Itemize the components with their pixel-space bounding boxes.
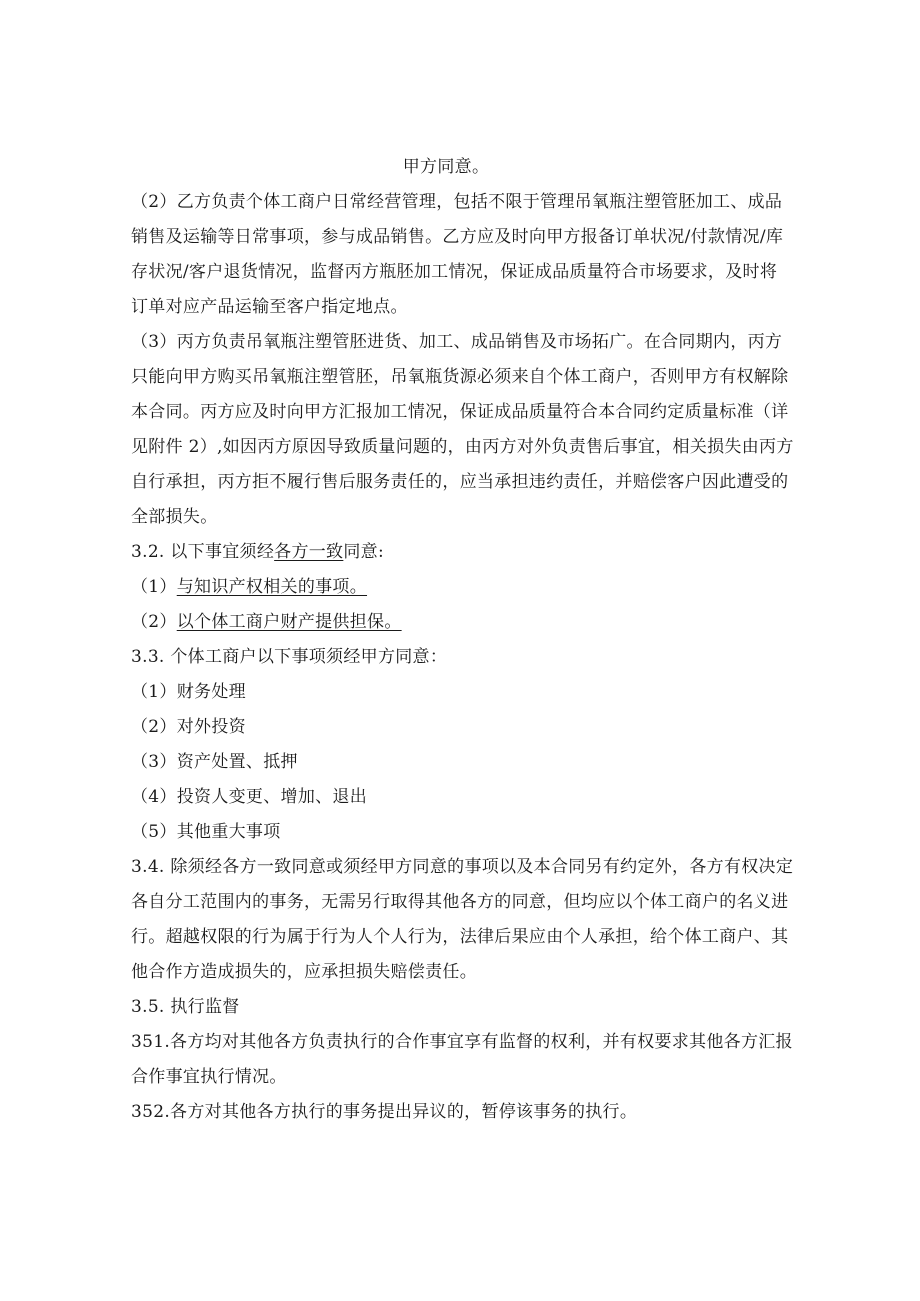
clause-3-2-heading (131, 535, 791, 570)
clause-3-5-1-line: 351.各方均对其他各方负责执行的合作事宜享有监督的权利，并有权要求其他各方汇报 (131, 1032, 793, 1052)
clause-3-1-2-line: （2）乙方负责个体工商户日常经营管理，包括不限于管理吊氧瓶注塑管胚加工、成品 (131, 192, 783, 212)
clause-3-4-line: 他合作方造成损失的，应承担损失赔偿责任。 (131, 962, 477, 982)
clause-3-1-2-line: 存状况/客户退货情况，监督丙方瓶胚加工情况，保证成品质量符合市场要求，及时将 (131, 262, 778, 282)
clause-3-1-3-line: 见附件 2）,如因丙方原因导致质量问题的，由丙方对外负责售后事宜，相关损失由丙方 (131, 437, 794, 457)
clause-3-1-3-line: 全部损失。 (131, 507, 218, 527)
clause-3-3-item: （2）对外投资 (131, 717, 246, 737)
clause-3-2-item-1 (131, 570, 791, 605)
clause-3-1-2-line: 订单对应产品运输至客户指定地点。 (131, 297, 408, 317)
clause-3-1-3-line: （3）丙方负责吊氧瓶注塑管胚进货、加工、成品销售及市场拓广。在合同期内，丙方 (131, 332, 783, 352)
clause-3-2-underlined: 各方一致 (274, 542, 344, 562)
clause-3-3-item: （5）其他重大事项 (131, 822, 281, 842)
item-number: （2） (131, 612, 177, 632)
clause-3-3-item: （4）投资人变更、增加、退出 (131, 787, 368, 807)
document-page (131, 150, 794, 1130)
clause-3-2-item-2 (131, 605, 791, 640)
clause-3-2-suffix: 同意: (343, 542, 384, 562)
clause-3-1-3-line: 自行承担，丙方拒不履行售后服务责任的，应当承担违约责任，并赔偿客户因此遭受的 (131, 472, 789, 492)
clause-3-3-item: （1）财务处理 (131, 682, 246, 702)
paragraph-line: 甲方同意。 (402, 157, 490, 177)
clause-3-3-heading: 3.3. 个体工商户以下事项须经甲方同意： (131, 647, 448, 667)
item-text: 与知识产权相关的事项。 (176, 577, 368, 597)
item-number: （1） (131, 577, 177, 597)
clause-3-4-line: 行。超越权限的行为属于行为人个人行为，法律后果应由个人承担，给个体工商户、其 (131, 927, 789, 947)
item-text: 以个体工商户财产提供担保。 (176, 612, 402, 632)
clause-3-5-1-line: 合作事宜执行情况。 (131, 1067, 287, 1087)
clause-3-4-line: 3.4. 除须经各方一致同意或须经甲方同意的事项以及本合同另有约定外，各方有权决定 (131, 857, 794, 877)
clause-3-2-prefix: 3.2. 以下事宜须经 (131, 542, 275, 562)
clause-3-5-2-line: 352.各方对其他各方执行的事务提出异议的，暂停该事务的执行。 (131, 1102, 638, 1122)
clause-3-1-2-line: 销售及运输等日常事项，参与成品销售。乙方应及时向甲方报备订单状况/付款情况/库 (131, 227, 784, 247)
clause-3-5-heading: 3.5. 执行监督 (131, 997, 240, 1017)
clause-3-4-line: 各自分工范围内的事务，无需另行取得其他各方的同意，但均应以个体工商户的名义进 (131, 892, 789, 912)
clause-3-1-3-line: 只能向甲方购买吊氧瓶注塑管胚，吊氧瓶货源必须来自个体工商户，否则甲方有权解除 (131, 367, 789, 387)
clause-3-1-3-line: 本合同。丙方应及时向甲方汇报加工情况，保证成品质量符合本合同约定质量标准（详 (131, 402, 789, 422)
clause-3-3-item: （3）资产处置、抵押 (131, 752, 298, 772)
